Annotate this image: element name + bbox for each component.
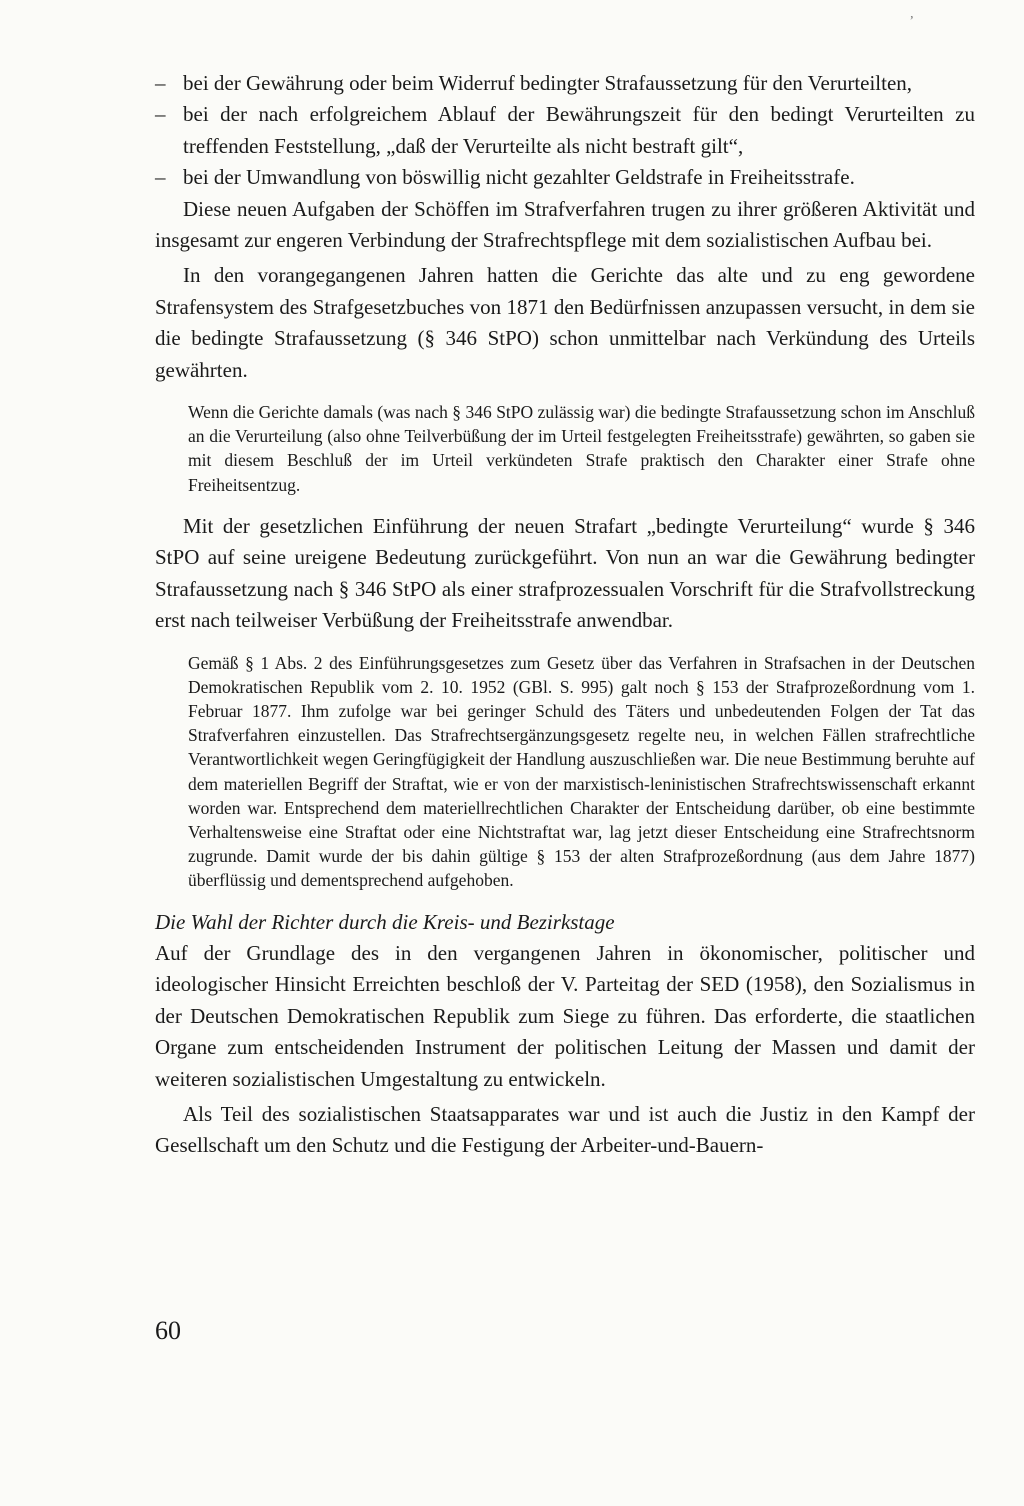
bullet-dash: – <box>155 71 166 95</box>
body-paragraph: Auf der Grundlage des in den vergangenen Jahren in ökonomischer, politischer und ideologischer Hinsicht Erreichten beschloß der V. Parteitag der SED (1958), den Sozialismus in der Deutschen Demokratischen Republik zum Siege zu führen. Das erforderte, die staatlichen Organe zum entscheidenden Instrument der politischen Leitung der Massen und damit der weiteren sozialistischen Umgestaltung zu entwickeln. <box>155 940 975 1091</box>
section-heading: Die Wahl der Richter durch die Kreis- und Bezirkstage <box>155 909 615 934</box>
footnote-block: Wenn die Gerichte damals (was nach § 346 StPO zulässig war) die bedingte Strafaussetzung schon im Anschluß an die Verurteilung (also ohne Teilverbüßung der im Urteil festgelegten Freiheitsstrafe) gewährten, so gaben sie mit diesem Beschluß der im Urteil verkündeten Strafe praktisch den Charakter einer Strafe ohne Freiheitsentzug. <box>188 402 975 495</box>
body-paragraph: Als Teil des sozialistischen Staatsapparates war und ist auch die Justiz in den Kampf der Gesellschaft um den Schutz und die Festigung der Arbeiter-und-Bauern- <box>155 1101 975 1158</box>
page-number: 60 <box>155 1316 181 1345</box>
body-paragraph: In den vorangegangenen Jahren hatten die Gerichte das alte und zu eng gewordene Strafensystem des Strafgesetzbuches von 1871 den Bedürfnissen anzupassen versucht, in dem sie die bedingte Strafaussetzung (§ 346 StPO) schon unmittelbar nach Verkündung des Urteils gewährten. <box>155 263 975 382</box>
bullet-text: bei der Umwandlung von böswillig nicht gezahlter Geldstrafe in Freiheitsstrafe. <box>183 165 855 190</box>
bullet-dash: – <box>155 102 166 127</box>
bullet-dash: – <box>155 165 166 190</box>
margin-tick-mark: ʼ <box>909 14 914 29</box>
bullet-item <box>155 68 975 99</box>
page-body <box>155 68 975 1162</box>
bullet-text: bei der Gewährung oder beim Widerruf bedingter Strafaussetzung für den Verurteilten, <box>183 71 913 95</box>
body-paragraph: Diese neuen Aufgaben der Schöffen im Strafverfahren trugen zu ihrer größeren Aktivität und insgesamt zur engeren Verbindung der Strafrechtspflege mit dem sozialistischen Aufbau bei. <box>155 196 975 253</box>
body-paragraph: Mit der gesetzlichen Einführung der neuen Strafart „bedingte Verurteilung“ wurde § 346 StPO auf seine ureigene Bedeutung zurückgeführt. Von nun an war die Gewährung bedingter Strafaussetzung nach § 346 StPO als einer strafprozessualen Vorschrift für die Strafvollstreckung erst nach teilweiser Verbüßung der Freiheitsstrafe anwendbar. <box>155 513 975 633</box>
bullet-item <box>155 99 975 162</box>
bullet-text: bei der nach erfolgreichem Ablauf der Bewährungszeit für den bedingt Verurteilten zu treffenden Feststellung, „daß der Verurteilte als nicht bestraft gilt“, <box>183 102 975 158</box>
footnote-block: Gemäß § 1 Abs. 2 des Einführungsgesetzes zum Gesetz über das Verfahren in Strafsachen in der Deutschen Demokratischen Republik vom 2. 10. 1952 (GBl. S. 995) galt noch § 153 der Strafprozeßordnung vom 1. Februar 1877. Ihm zufolge war bei geringer Schuld des Täters und unbedeutenden Folgen der Tat das Strafverfahren einzustellen. Das Strafrechtsergänzungsgesetz regelte neu, in welchen Fällen strafrechtliche Verantwortlichkeit wegen Geringfügigkeit der Handlung auszuschließen war. Die neue Bestimmung beruhte auf dem materiellen Begriff der Straftat, wie er von der marxistisch-leninistischen Strafrechtswissenschaft erkannt worden war. Entsprechend dem materiellrechtlichen Charakter der Entscheidung darüber, ob eine bestimmte Verhaltensweise eine Straftat oder eine Nichtstraftat war, lag jetzt dieser Entscheidung eine Strafrechtsnorm zugrunde. Damit wurde der bis dahin gültige § 153 der alten Strafprozeßordnung (aus dem Jahre 1877) überflüssig und dementsprechend aufgehoben. <box>188 652 975 891</box>
bullet-item <box>155 162 975 193</box>
